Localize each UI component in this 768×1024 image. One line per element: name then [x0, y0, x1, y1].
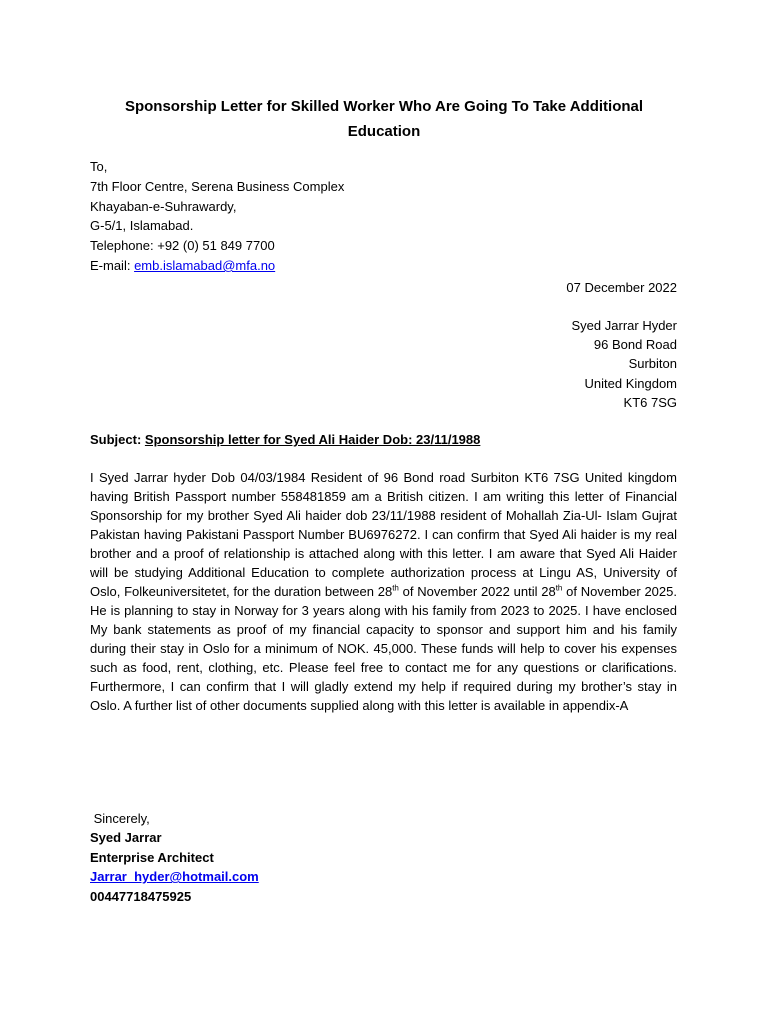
- sender-town: Surbiton: [628, 356, 677, 372]
- address-line-3: G-5/1, Islamabad.: [90, 218, 194, 234]
- sender-address: [400, 316, 677, 412]
- ordinal-suffix-2: th: [555, 583, 563, 593]
- body-part-2: of November 2022 until 28: [398, 584, 556, 599]
- letter-body: [90, 468, 677, 715]
- signatory-phone: 00447718475925: [90, 888, 192, 904]
- body-part-3: of November 2025. He is planning to stay in Norway for 3 years along with his family from 2023 to 2025. I have enclosed My bank statements as proof of my financial capacity to sponsor and support him and his family during their stay in Oslo for a minimum of NOK. 45,000. These funds will help to cover his expenses such as food, rent, clothing, etc. Please feel free to contact me for any questions or clarifications. Furthermore, I can confirm that I will gladly extend my help if required during my brother’s stay in Oslo. A further list of other documents supplied along with this letter is available in appendix-A: [90, 584, 677, 713]
- signatory-role: Enterprise Architect: [90, 849, 214, 865]
- body-part-1: I Syed Jarrar hyder Dob 04/03/1984 Resident of 96 Bond road Surbiton KT6 7SG United kingdom having British Passport number 558481859 am a British citizen. I am writing this letter of Financial Sponsorship for my brother Syed Ali haider dob 23/11/1988 resident of Mohallah Zia-Ul- Islam Gujrat Pakistan having Pakistani Passport Number BU6976272. I can confirm that Syed Ali haider is my real brother and a proof of relationship is attached along with this letter. I am aware that Syed Ali Haider will be studying Additional Education to complete authorization process at Lingu AS, University of Oslo, Folkeuniversitetet, for the duration between 28: [90, 470, 677, 599]
- address-line-1: 7th Floor Centre, Serena Business Complex: [90, 178, 345, 194]
- subject-line: [90, 430, 678, 449]
- address-line-2: Khayaban-e-Suhrawardy,: [90, 198, 237, 214]
- email-line: [90, 256, 490, 276]
- letter-title: Sponsorship Letter for Skilled Worker Who Are Going To Take Additional Education: [124, 98, 644, 140]
- subject-label: Subject:: [90, 432, 145, 447]
- subject-text: Sponsorship letter for Syed Ali Haider Dob: 23/11/1988: [144, 432, 481, 447]
- valediction: Sincerely,: [90, 811, 150, 826]
- closing-block: [90, 809, 490, 906]
- letter-date: 07 December 2022: [566, 280, 677, 295]
- recipient-address: [90, 157, 490, 276]
- signatory-name: Syed Jarrar: [90, 830, 162, 846]
- sender-postcode: KT6 7SG: [623, 394, 677, 410]
- email-label: E-mail:: [90, 257, 135, 273]
- sender-street: 96 Bond Road: [593, 337, 677, 353]
- telephone: Telephone: +92 (0) 51 849 7700: [90, 238, 275, 254]
- salutation: To,: [90, 159, 108, 174]
- sender-country: United Kingdom: [584, 375, 677, 391]
- recipient-email-link[interactable]: emb.islamabad@mfa.no: [134, 257, 276, 273]
- ordinal-suffix-1: th: [392, 583, 399, 593]
- sender-name: Syed Jarrar Hyder: [571, 318, 677, 333]
- signatory-email-link[interactable]: Jarrar_hyder@hotmail.com: [90, 869, 259, 885]
